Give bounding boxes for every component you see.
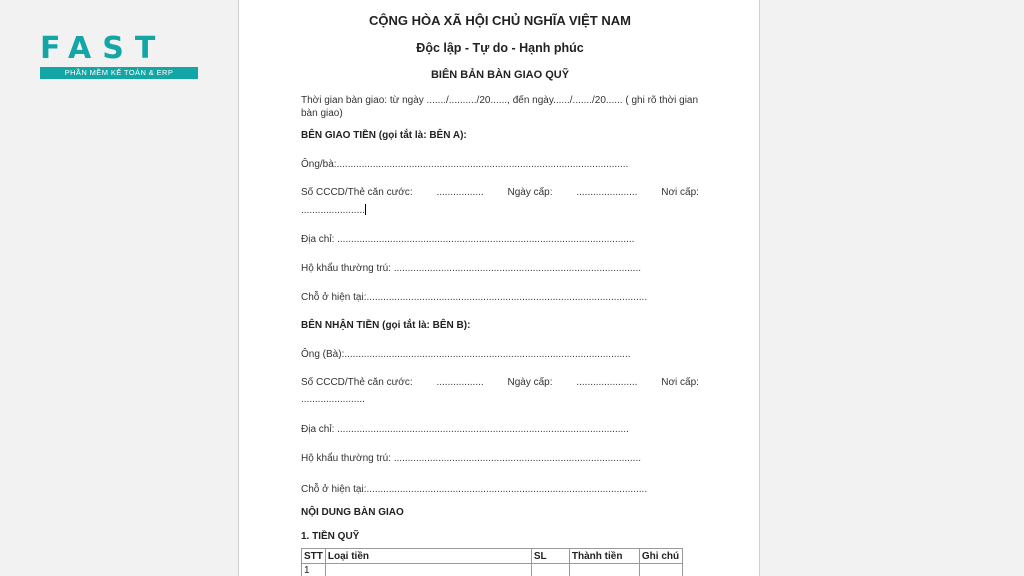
doc-title-national: CỘNG HÒA XÃ HỘI CHỦ NGHĨA VIỆT NAM <box>369 13 631 28</box>
party-b-household-line: Hộ khẩu thường trú: ......................................................................................... <box>301 453 642 464</box>
party-a-heading: BÊN GIAO TIỀN (gọi tắt là: BÊN A): <box>301 130 467 141</box>
party-b-name-line: Ông (Bà):....................................................................................................... <box>301 349 631 360</box>
date-dots: ...................... <box>576 187 638 198</box>
date-label: Ngày cấp: <box>507 187 553 198</box>
party-b-id-line <box>301 377 699 388</box>
text-cursor <box>365 204 366 215</box>
col-currency-type: Loại tiền <box>325 549 531 564</box>
id-dots: ................. <box>436 377 484 388</box>
party-a-place-dots-line <box>301 204 699 216</box>
table-cell: 1 <box>302 564 326 576</box>
doc-title-main: BIÊN BẢN BÀN GIAO QUỸ <box>430 69 570 81</box>
place-label: Nơi cấp: <box>661 187 699 198</box>
content-heading: NỘI DUNG BÀN GIAO <box>301 507 404 518</box>
handover-time-line: Thời gian bàn giao: từ ngày ......./........../20......, đến ngày....../......./20...... ( ghi rõ thời gian bàn giao) <box>301 95 699 119</box>
place-dots: ....................... <box>301 205 365 216</box>
id-label: Số CCCD/Thẻ căn cước: <box>301 377 413 388</box>
table-cell <box>639 564 682 576</box>
col-notes: Ghi chú <box>639 549 682 564</box>
party-a-address-line: Địa chỉ: ........................................................................................................... <box>301 234 635 245</box>
party-b-heading: BÊN NHẬN TIỀN (gọi tắt là: BÊN B): <box>301 320 471 331</box>
fast-logo <box>40 31 200 79</box>
table-cell <box>531 564 569 576</box>
party-a-name-line: Ông/bà:......................................................................................................... <box>301 159 629 170</box>
party-a-residence-line: Chỗ ở hiện tại:..................................................................................................... <box>301 292 648 303</box>
cash-table <box>301 548 683 576</box>
party-a-household-line: Hộ khẩu thường trú: ......................................................................................... <box>301 263 642 274</box>
party-b-address-line: Địa chỉ: ......................................................................................................... <box>301 424 629 435</box>
logo-tagline: PHẦN MỀM KẾ TOÁN & ERP <box>40 67 198 79</box>
col-amount: Thành tiền <box>569 549 639 564</box>
date-label: Ngày cấp: <box>507 377 553 388</box>
table-header-row <box>302 549 683 564</box>
table-row <box>302 564 683 576</box>
doc-title-motto: Độc lập - Tự do - Hạnh phúc <box>416 41 584 55</box>
logo-wordmark: FAST <box>40 31 167 66</box>
party-b-place-dots-line: ....................... <box>301 394 365 405</box>
place-label: Nơi cấp: <box>661 377 699 388</box>
table-cell <box>569 564 639 576</box>
col-stt: STT <box>302 549 326 564</box>
party-b-residence-line: Chỗ ở hiện tại:..................................................................................................... <box>301 484 648 495</box>
table-cell <box>325 564 531 576</box>
id-label: Số CCCD/Thẻ căn cước: <box>301 187 413 198</box>
party-a-id-line <box>301 187 699 198</box>
col-quantity: SL <box>531 549 569 564</box>
section-cash-heading: 1. TIỀN QUỸ <box>301 531 360 542</box>
id-dots: ................. <box>436 187 484 198</box>
document-page[interactable] <box>238 0 760 576</box>
date-dots: ...................... <box>576 377 638 388</box>
